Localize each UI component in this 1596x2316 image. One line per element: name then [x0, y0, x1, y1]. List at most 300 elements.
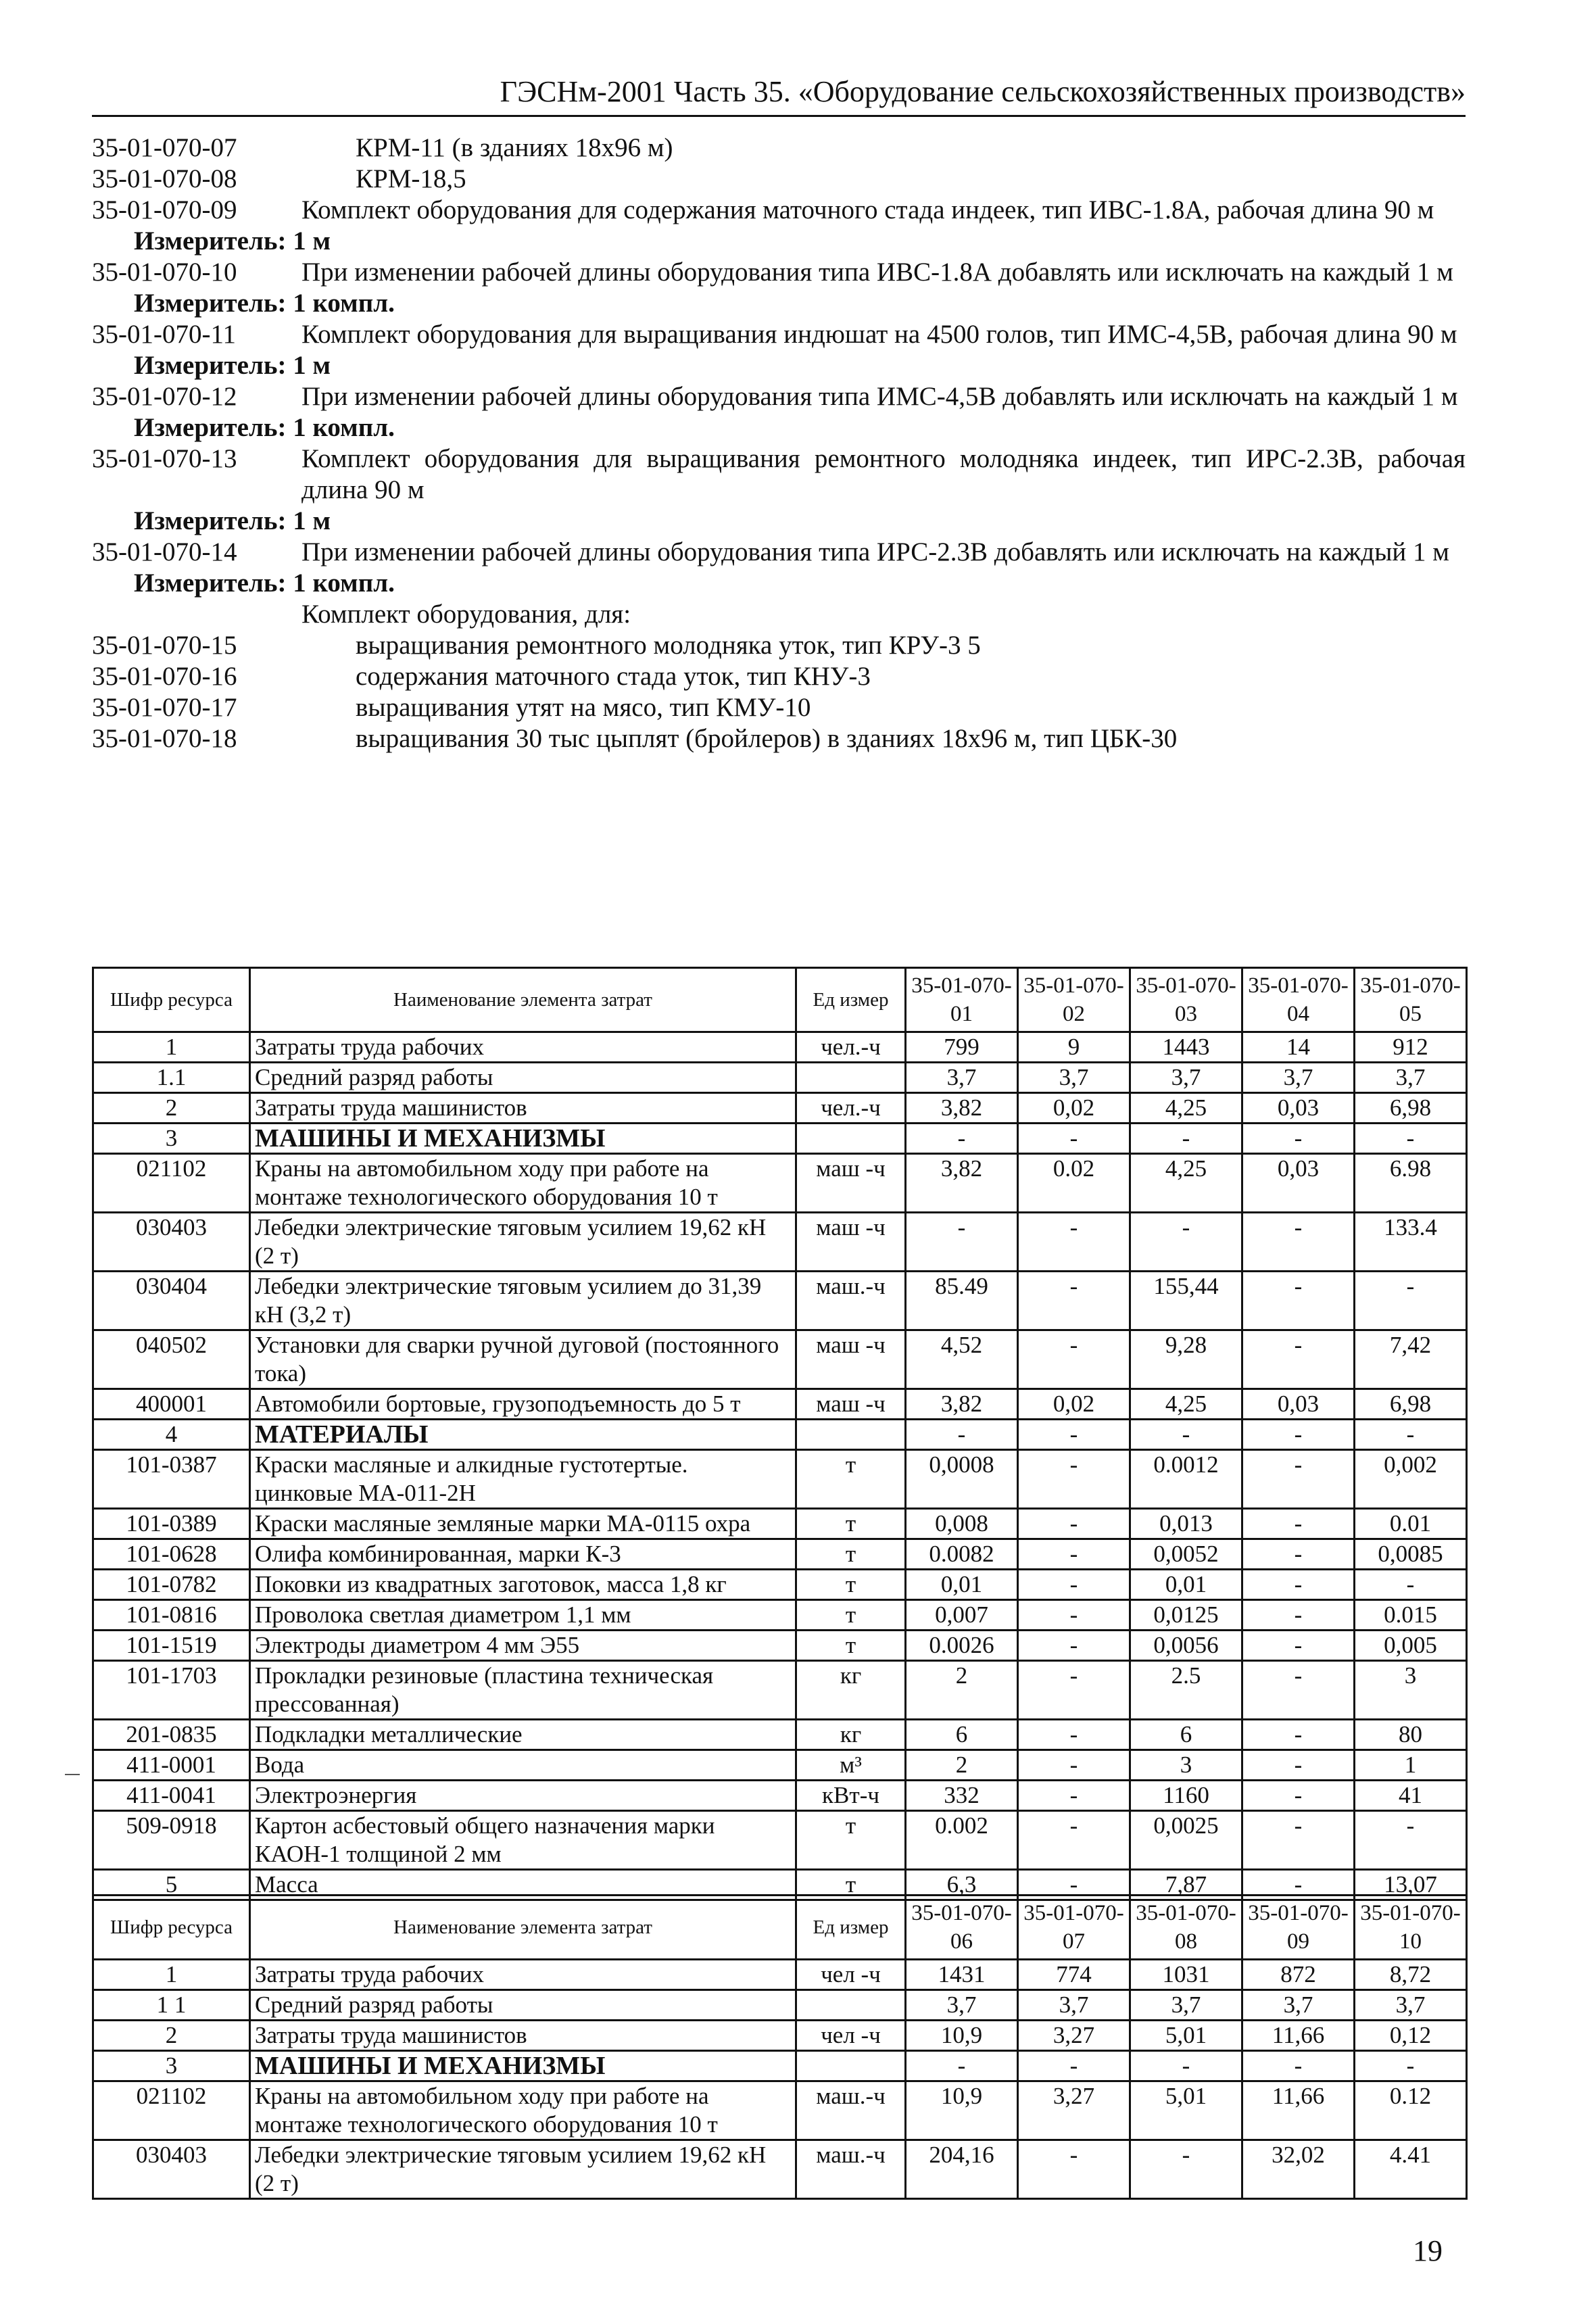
header-norm-code: 35-01-070-02: [1018, 968, 1130, 1032]
cost-element-name: Средний разряд работы: [250, 1063, 796, 1093]
value-cell: -: [1018, 1870, 1130, 1900]
norm-code: 35-01-070-10: [92, 258, 237, 287]
unit-cell: чел -ч: [796, 2021, 906, 2051]
value-cell: -: [1130, 2051, 1242, 2081]
resource-code: 1: [93, 1032, 250, 1063]
value-cell: 32,02: [1242, 2140, 1355, 2199]
value-cell: 332: [906, 1781, 1018, 1811]
value-cell: 3,7: [1355, 1990, 1467, 2021]
value-cell: -: [1018, 1631, 1130, 1661]
value-cell: 3,27: [1018, 2081, 1130, 2140]
norm-entry: [92, 132, 1466, 164]
value-cell: 7,42: [1355, 1330, 1467, 1389]
table-row: [93, 1420, 1467, 1450]
table-row: [93, 1509, 1467, 1539]
value-cell: 6,98: [1355, 1389, 1467, 1420]
margin-mark: [65, 1774, 80, 1775]
measure-unit: [92, 288, 1466, 319]
cost-element-name: Затраты труда рабочих: [250, 1960, 796, 1990]
table-row: [93, 2021, 1467, 2051]
value-cell: 2.5: [1130, 1661, 1242, 1720]
value-cell: 13,07: [1355, 1870, 1467, 1900]
value-cell: 0.01: [1355, 1509, 1467, 1539]
norm-code: 35-01-070-16: [92, 662, 237, 691]
norm-entry: [92, 723, 1466, 754]
value-cell: -: [1130, 1213, 1242, 1272]
norm-description: При изменении рабочей длины оборудования типа ИВС-1.8А добавлять или исключать на каждый 1 м: [301, 258, 1453, 287]
header-norm-code: 35-01-070-05: [1355, 968, 1467, 1032]
value-cell: 3,82: [906, 1093, 1018, 1124]
value-cell: -: [1242, 1870, 1355, 1900]
header-norm-code: 35-01-070-04: [1242, 968, 1355, 1032]
value-cell: 1031: [1130, 1960, 1242, 1990]
value-cell: 4,25: [1130, 1389, 1242, 1420]
value-cell: -: [1355, 1570, 1467, 1600]
value-cell: 11,66: [1242, 2021, 1355, 2051]
table-row: [93, 1750, 1467, 1781]
norm-entry: [92, 537, 1466, 568]
value-cell: 799: [906, 1032, 1018, 1063]
header-norm-code: 35-01-070-03: [1130, 968, 1242, 1032]
value-cell: 3,82: [906, 1389, 1018, 1420]
cost-element-name: Масса: [250, 1870, 796, 1900]
cost-element-name: Краны на автомобильном ходу при работе на монтаже технологического оборудования 10 т: [250, 1154, 796, 1213]
header-norm-code: 35-01-070-08: [1130, 1896, 1242, 1960]
value-cell: -: [1242, 1539, 1355, 1570]
header-cost-element: Наименование элемента затрат: [250, 968, 796, 1032]
value-cell: -: [1242, 1811, 1355, 1870]
value-cell: 204,16: [906, 2140, 1018, 2199]
table-row: [93, 1539, 1467, 1570]
table-row: [93, 1063, 1467, 1093]
measure-label: Измеритель:: [134, 226, 287, 256]
value-cell: 1: [1355, 1750, 1467, 1781]
value-cell: 0,007: [906, 1600, 1018, 1631]
value-cell: -: [1018, 1570, 1130, 1600]
value-cell: 872: [1242, 1960, 1355, 1990]
cost-element-name: Автомобили бортовые, грузоподъемность до 5 т: [250, 1389, 796, 1420]
norm-entry: [92, 319, 1466, 350]
unit-cell: чел.-ч: [796, 1093, 906, 1124]
norm-description: КРМ-18,5: [356, 164, 466, 193]
measure-label: Измеритель:: [134, 569, 287, 598]
norm-code: 35-01-070-07: [92, 133, 237, 162]
value-cell: 85.49: [906, 1272, 1018, 1330]
value-cell: 155,44: [1130, 1272, 1242, 1330]
unit-cell: т: [796, 1570, 906, 1600]
header-norm-code: 35-01-070-01: [906, 968, 1018, 1032]
value-cell: 3,27: [1018, 2021, 1130, 2051]
table-row: [93, 1811, 1467, 1870]
measure-unit: [92, 506, 1466, 537]
resource-code: 040502: [93, 1330, 250, 1389]
value-cell: -: [1018, 1450, 1130, 1509]
norm-description: выращивания утят на мясо, тип КМУ-10: [356, 693, 811, 722]
unit-cell: т: [796, 1509, 906, 1539]
measure-unit: [92, 568, 1466, 599]
resource-code: 101-0387: [93, 1450, 250, 1509]
value-cell: -: [1130, 1124, 1242, 1154]
value-cell: -: [1242, 2051, 1355, 2081]
norm-description: КРМ-11 (в зданиях 18х96 м): [356, 133, 673, 162]
cost-element-name: Затраты труда машинистов: [250, 1093, 796, 1124]
table-row: [93, 1781, 1467, 1811]
value-cell: 9: [1018, 1032, 1130, 1063]
norm-entry: [92, 630, 1466, 661]
header-unit: Ед измер: [796, 1896, 906, 1960]
resource-code: 2: [93, 2021, 250, 2051]
value-cell: -: [1242, 1600, 1355, 1631]
measure-value: 1 м: [293, 226, 331, 256]
value-cell: 0,0052: [1130, 1539, 1242, 1570]
measure-value: 1 компл.: [293, 569, 395, 598]
value-cell: 1431: [906, 1960, 1018, 1990]
unit-cell: маш -ч: [796, 1213, 906, 1272]
value-cell: -: [1242, 1330, 1355, 1389]
resource-code: 5: [93, 1870, 250, 1900]
table-header-row: [93, 1896, 1467, 1960]
resource-code: 030404: [93, 1272, 250, 1330]
unit-cell: [796, 1124, 906, 1154]
value-cell: -: [1018, 1781, 1130, 1811]
cost-element-name: МАШИНЫ И МЕХАНИЗМЫ: [250, 2051, 796, 2081]
cost-element-name: Краны на автомобильном ходу при работе на монтаже технологического оборудования 10 т: [250, 2081, 796, 2140]
value-cell: 6,98: [1355, 1093, 1467, 1124]
resource-code: 400001: [93, 1389, 250, 1420]
table-row: [93, 1154, 1467, 1213]
norm-description: При изменении рабочей длины оборудования типа ИРС-2.3В добавлять или исключать на каждый 1 м: [301, 537, 1449, 566]
value-cell: -: [906, 1420, 1018, 1450]
value-cell: 0.002: [906, 1811, 1018, 1870]
resource-code: 030403: [93, 2140, 250, 2199]
cost-element-name: Лебедки электрические тяговым усилием до 31,39 кН (3,2 т): [250, 1272, 796, 1330]
norm-code: 35-01-070-17: [92, 693, 237, 722]
value-cell: -: [1018, 2140, 1130, 2199]
value-cell: 3,7: [1130, 1990, 1242, 2021]
cost-element-name: Установки для сварки ручной дуговой (постоянного тока): [250, 1330, 796, 1389]
resource-code: 1 1: [93, 1990, 250, 2021]
value-cell: 2: [906, 1750, 1018, 1781]
resource-code: 411-0001: [93, 1750, 250, 1781]
entry-list: [92, 132, 1466, 754]
table-row: [93, 2140, 1467, 2199]
value-cell: -: [1018, 1213, 1130, 1272]
norm-code: 35-01-070-12: [92, 382, 237, 411]
value-cell: -: [1130, 1420, 1242, 1450]
cost-element-name: Краски масляные земляные марки МА-0115 охра: [250, 1509, 796, 1539]
header-cost-element: Наименование элемента затрат: [250, 1896, 796, 1960]
unit-cell: маш -ч: [796, 1330, 906, 1389]
unit-cell: кг: [796, 1720, 906, 1750]
unit-cell: т: [796, 1539, 906, 1570]
value-cell: 1160: [1130, 1781, 1242, 1811]
value-cell: -: [1242, 1661, 1355, 1720]
norm-description: выращивания 30 тыс цыплят (бройлеров) в зданиях 18х96 м, тип ЦБК-30: [356, 724, 1178, 753]
table-row: [93, 1960, 1467, 1990]
value-cell: 3,7: [1018, 1063, 1130, 1093]
value-cell: -: [1018, 1509, 1130, 1539]
value-cell: 3,7: [906, 1990, 1018, 2021]
table-row: [93, 1570, 1467, 1600]
cost-element-name: Затраты труда рабочих: [250, 1032, 796, 1063]
norm-code: 35-01-070-15: [92, 631, 237, 660]
value-cell: 0.02: [1018, 1154, 1130, 1213]
value-cell: -: [1242, 1272, 1355, 1330]
value-cell: 3,7: [1018, 1990, 1130, 2021]
value-cell: -: [1018, 1272, 1130, 1330]
resource-table-1: [92, 967, 1468, 1901]
table-header-row: [93, 968, 1467, 1032]
resource-code: 1: [93, 1960, 250, 1990]
resource-code: 101-0628: [93, 1539, 250, 1570]
norm-description: Комплект оборудования для выращивания индюшат на 4500 голов, тип ИМС-4,5В, рабочая длина 90 м: [301, 320, 1457, 349]
value-cell: 0,12: [1355, 2021, 1467, 2051]
header-norm-code: 35-01-070-09: [1242, 1896, 1355, 1960]
measure-value: 1 компл.: [293, 289, 395, 318]
unit-cell: маш.-ч: [796, 2081, 906, 2140]
value-cell: 4,25: [1130, 1093, 1242, 1124]
value-cell: -: [1018, 1600, 1130, 1631]
value-cell: 0,002: [1355, 1450, 1467, 1509]
running-header: ГЭСНм-2001 Часть 35. «Оборудование сельскохозяйственных производств»: [92, 72, 1466, 117]
norm-description: При изменении рабочей длины оборудования типа ИМС-4,5В добавлять или исключать на каждый 1 м: [301, 382, 1458, 411]
table-row: [93, 1389, 1467, 1420]
table-row: [93, 1124, 1467, 1154]
cost-element-name: Краски масляные и алкидные густотертые. цинковые МА-011-2Н: [250, 1450, 796, 1509]
resource-code: 101-0816: [93, 1600, 250, 1631]
value-cell: 0,0085: [1355, 1539, 1467, 1570]
header-norm-code: 35-01-070-10: [1355, 1896, 1467, 1960]
value-cell: -: [1018, 1750, 1130, 1781]
cost-element-name: Прокладки резиновые (пластина техническая прессованная): [250, 1661, 796, 1720]
norm-code: 35-01-070-18: [92, 724, 237, 753]
resource-code: 201-0835: [93, 1720, 250, 1750]
norm-code: 35-01-070-14: [92, 537, 237, 566]
measure-label: Измеритель:: [134, 289, 287, 318]
value-cell: 6: [906, 1720, 1018, 1750]
value-cell: 10,9: [906, 2081, 1018, 2140]
value-cell: 5,01: [1130, 2021, 1242, 2051]
unit-cell: т: [796, 1811, 906, 1870]
resource-code: 101-0389: [93, 1509, 250, 1539]
cost-element-name: Проволока светлая диаметром 1,1 мм: [250, 1600, 796, 1631]
unit-cell: т: [796, 1870, 906, 1900]
value-cell: 80: [1355, 1720, 1467, 1750]
unit-cell: чел.-ч: [796, 1032, 906, 1063]
unit-cell: т: [796, 1600, 906, 1631]
measure-value: 1 компл.: [293, 413, 395, 442]
measure-unit: [92, 412, 1466, 443]
resource-code: 411-0041: [93, 1781, 250, 1811]
cost-element-name: Подкладки металлические: [250, 1720, 796, 1750]
norm-description: Комплект оборудования для выращивания ремонтного молодняка индеек, тип ИРС-2.3В, рабочая длина 90 м: [301, 444, 1466, 504]
table-row: [93, 1990, 1467, 2021]
resource-code: 3: [93, 1124, 250, 1154]
value-cell: -: [1355, 1811, 1467, 1870]
value-cell: 5,01: [1130, 2081, 1242, 2140]
value-cell: 0,013: [1130, 1509, 1242, 1539]
table-row: [93, 2081, 1467, 2140]
value-cell: 3,7: [1242, 1063, 1355, 1093]
table-row: [93, 1661, 1467, 1720]
value-cell: -: [1355, 2051, 1467, 2081]
value-cell: 0.015: [1355, 1600, 1467, 1631]
value-cell: -: [1242, 1509, 1355, 1539]
value-cell: 133.4: [1355, 1213, 1467, 1272]
unit-cell: маш.-ч: [796, 2140, 906, 2199]
resource-code: 021102: [93, 1154, 250, 1213]
value-cell: 6: [1130, 1720, 1242, 1750]
cost-element-name: Электроды диаметром 4 мм Э55: [250, 1631, 796, 1661]
table-row: [93, 1330, 1467, 1389]
value-cell: 0,03: [1242, 1093, 1355, 1124]
measure-unit: [92, 350, 1466, 381]
header-norm-code: 35-01-070-06: [906, 1896, 1018, 1960]
norm-description: выращивания ремонтного молодняка уток, тип КРУ-3 5: [356, 631, 981, 660]
cost-element-name: Поковки из квадратных заготовок, масса 1,8 кг: [250, 1570, 796, 1600]
cost-element-name: Лебедки электрические тяговым усилием 19,62 кН (2 т): [250, 2140, 796, 2199]
value-cell: 4,25: [1130, 1154, 1242, 1213]
value-cell: -: [1355, 1272, 1467, 1330]
value-cell: -: [1018, 1420, 1130, 1450]
value-cell: 0,005: [1355, 1631, 1467, 1661]
value-cell: 0.0082: [906, 1539, 1018, 1570]
value-cell: 10,9: [906, 2021, 1018, 2051]
norm-code: 35-01-070-11: [92, 320, 237, 349]
unit-cell: чел -ч: [796, 1960, 906, 1990]
value-cell: 0,0025: [1130, 1811, 1242, 1870]
value-cell: 9,28: [1130, 1330, 1242, 1389]
cost-element-name: Лебедки электрические тяговым усилием 19,62 кН (2 т): [250, 1213, 796, 1272]
value-cell: 3: [1130, 1750, 1242, 1781]
value-cell: 0,02: [1018, 1389, 1130, 1420]
value-cell: 0,0056: [1130, 1631, 1242, 1661]
value-cell: 1443: [1130, 1032, 1242, 1063]
unit-cell: маш -ч: [796, 1154, 906, 1213]
value-cell: 3,7: [1355, 1063, 1467, 1093]
value-cell: -: [906, 1124, 1018, 1154]
value-cell: 0,01: [1130, 1570, 1242, 1600]
value-cell: -: [1242, 1720, 1355, 1750]
value-cell: -: [1018, 1330, 1130, 1389]
page-number: 19: [1413, 2234, 1443, 2267]
measure-label: Измеритель:: [134, 506, 287, 535]
value-cell: 11,66: [1242, 2081, 1355, 2140]
table-row: [93, 1272, 1467, 1330]
value-cell: 0,0008: [906, 1450, 1018, 1509]
value-cell: 912: [1355, 1032, 1467, 1063]
cost-element-name: МАТЕРИАЛЫ: [250, 1420, 796, 1450]
table-row: [93, 1213, 1467, 1272]
unit-cell: [796, 1063, 906, 1093]
value-cell: -: [1018, 1124, 1130, 1154]
value-cell: 0,03: [1242, 1389, 1355, 1420]
value-cell: 2: [906, 1661, 1018, 1720]
table-row: [93, 2051, 1467, 2081]
value-cell: 3,7: [906, 1063, 1018, 1093]
value-cell: -: [1355, 1420, 1467, 1450]
header-resource-code: Шифр ресурса: [93, 968, 250, 1032]
value-cell: 0.0026: [906, 1631, 1018, 1661]
value-cell: 3,7: [1242, 1990, 1355, 2021]
cost-element-name: Вода: [250, 1750, 796, 1781]
value-cell: 6.98: [1355, 1154, 1467, 1213]
value-cell: -: [1242, 1570, 1355, 1600]
unit-cell: кВт-ч: [796, 1781, 906, 1811]
norm-entry: [92, 692, 1466, 723]
header-norm-code: 35-01-070-07: [1018, 1896, 1130, 1960]
group-caption: Комплект оборудования, для:: [301, 600, 631, 629]
measure-label: Измеритель:: [134, 413, 287, 442]
resource-code: 101-1519: [93, 1631, 250, 1661]
value-cell: 41: [1355, 1781, 1467, 1811]
cost-element-name: Электроэнергия: [250, 1781, 796, 1811]
cost-element-name: Картон асбестовый общего назначения марки КАОН-1 толщиной 2 мм: [250, 1811, 796, 1870]
resource-code: 101-1703: [93, 1661, 250, 1720]
norm-code: 35-01-070-09: [92, 195, 237, 224]
value-cell: -: [1018, 1811, 1130, 1870]
measure-label: Измеритель:: [134, 351, 287, 380]
unit-cell: кг: [796, 1661, 906, 1720]
value-cell: -: [906, 1213, 1018, 1272]
unit-cell: т: [796, 1450, 906, 1509]
measure-unit: [92, 226, 1466, 257]
resource-code: 2: [93, 1093, 250, 1124]
norm-entry: [92, 164, 1466, 195]
norm-entry: [92, 443, 1466, 506]
value-cell: 7,87: [1130, 1870, 1242, 1900]
value-cell: -: [1242, 1420, 1355, 1450]
value-cell: 0,02: [1018, 1093, 1130, 1124]
value-cell: -: [1242, 1450, 1355, 1509]
norm-entry: [92, 257, 1466, 288]
table-row: [93, 1093, 1467, 1124]
table-row: [93, 1032, 1467, 1063]
value-cell: 0.12: [1355, 2081, 1467, 2140]
value-cell: 3,7: [1130, 1063, 1242, 1093]
cost-element-name: Олифа комбинированная, марки К-3: [250, 1539, 796, 1570]
value-cell: 0,008: [906, 1509, 1018, 1539]
table-row: [93, 1450, 1467, 1509]
value-cell: -: [1018, 2051, 1130, 2081]
value-cell: -: [1018, 1661, 1130, 1720]
norm-description: содержания маточного стада уток, тип КНУ-3: [356, 662, 871, 691]
table-row: [93, 1720, 1467, 1750]
unit-cell: [796, 1420, 906, 1450]
value-cell: -: [1018, 1720, 1130, 1750]
resource-table-2: [92, 1894, 1468, 2200]
unit-cell: [796, 1990, 906, 2021]
value-cell: -: [1242, 1750, 1355, 1781]
norm-entry: [92, 381, 1466, 412]
unit-cell: маш -ч: [796, 1389, 906, 1420]
norm-entry: [92, 195, 1466, 226]
norm-entry: [92, 661, 1466, 692]
unit-cell: т: [796, 1631, 906, 1661]
value-cell: 8,72: [1355, 1960, 1467, 1990]
unit-cell: м³: [796, 1750, 906, 1781]
resource-code: 021102: [93, 2081, 250, 2140]
value-cell: -: [906, 2051, 1018, 2081]
value-cell: 0.0012: [1130, 1450, 1242, 1509]
value-cell: -: [1355, 1124, 1467, 1154]
value-cell: -: [1242, 1213, 1355, 1272]
value-cell: 6,3: [906, 1870, 1018, 1900]
value-cell: -: [1242, 1781, 1355, 1811]
value-cell: 774: [1018, 1960, 1130, 1990]
value-cell: 4.41: [1355, 2140, 1467, 2199]
header-resource-code: Шифр ресурса: [93, 1896, 250, 1960]
